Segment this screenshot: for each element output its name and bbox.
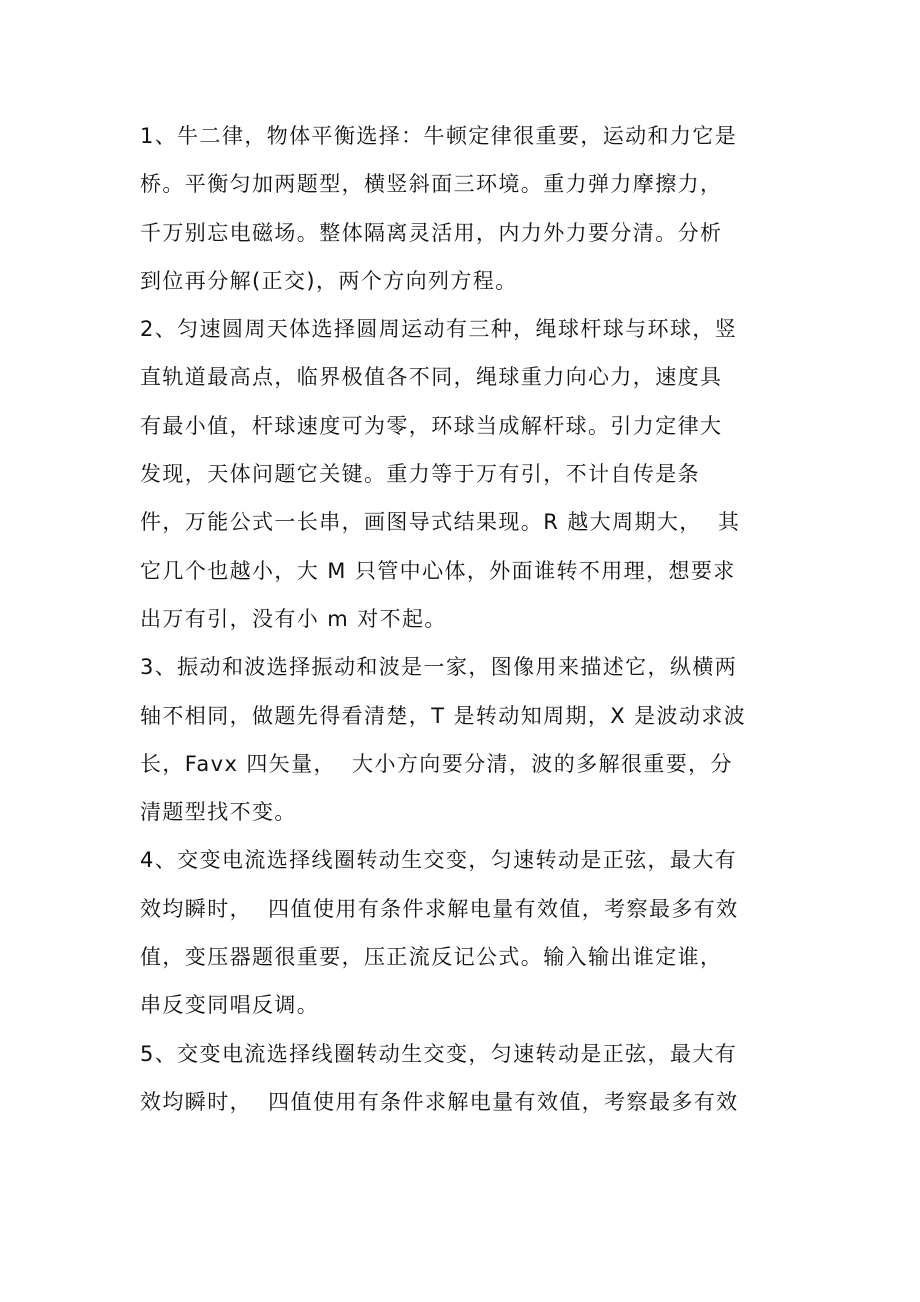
text-line: 直轨道最高点，临界极值各不同，绳球重力向心力，速度具	[140, 365, 723, 390]
text-line: 到位再分解(正交)，两个方向列方程。	[140, 268, 518, 293]
text-line: 效均瞬时， 四值使用有条件求解电量有效值，考察最多有效	[140, 896, 739, 921]
text-line: 它几个也越小，大 M 只管中心体，外面谁转不用理，想要求	[140, 558, 736, 583]
text-line: 轴不相同，做题先得看清楚，T 是转动知周期，X 是波动求波	[140, 703, 747, 728]
document-body	[140, 112, 780, 1126]
text-line: 4、交变电流选择线圈转动生交变，匀速转动是正弦，最大有	[140, 848, 738, 873]
text-line: 长，Favx 四矢量， 大小方向要分清，波的多解很重要，分	[140, 751, 733, 776]
text-line: 值，变压器题很重要，压正流反记公式。输入输出谁定谁，	[140, 945, 723, 970]
text-line: 件，万能公式一长串，画图导式结果现。R 越大周期大， 其	[140, 510, 741, 535]
text-line: 出万有引，没有小 m 对不起。	[140, 606, 447, 631]
text-line: 清题型找不变。	[140, 800, 297, 825]
text-line: 千万别忘电磁场。整体隔离灵活用，内力外力要分清。分析	[140, 220, 723, 245]
text-line: 桥。平衡匀加两题型，横竖斜面三环境。重力弹力摩擦力，	[140, 172, 723, 197]
text-line: 效均瞬时， 四值使用有条件求解电量有效值，考察最多有效	[140, 1089, 739, 1114]
text-line: 发现，天体问题它关键。重力等于万有引，不计自传是条	[140, 462, 700, 487]
text-line: 串反变同唱反调。	[140, 993, 320, 1018]
text-line: 1、牛二律，物体平衡选择：牛顿定律很重要，运动和力它是	[140, 124, 738, 148]
text-line: 2、匀速圆周天体选择圆周运动有三种，绳球杆球与环球，竖	[140, 317, 738, 342]
text-line: 5、交变电流选择线圈转动生交变，匀速转动是正弦，最大有	[140, 1041, 738, 1066]
text-line: 有最小值，杆球速度可为零，环球当成解杆球。引力定律大	[140, 413, 723, 438]
text-line: 3、振动和波选择振动和波是一家，图像用来描述它，纵横两	[140, 655, 738, 680]
